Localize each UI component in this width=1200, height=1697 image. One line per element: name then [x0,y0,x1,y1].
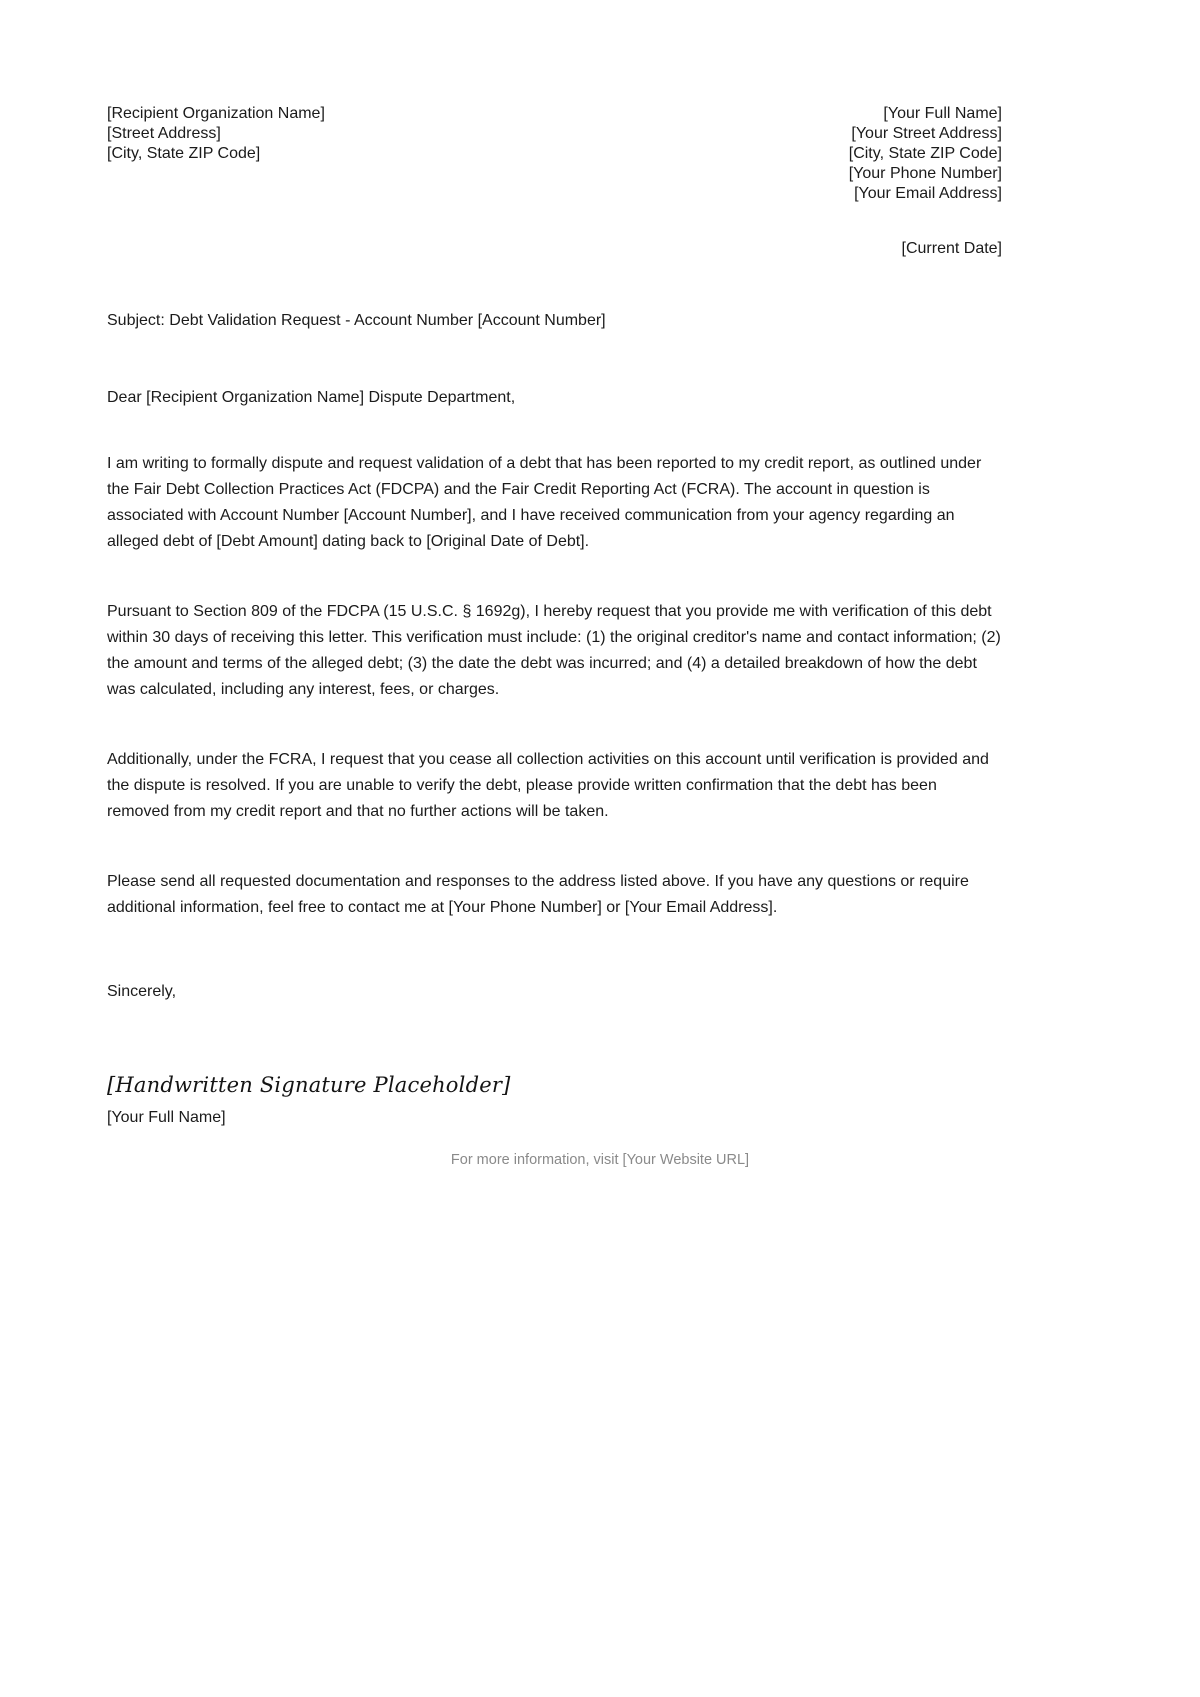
closing-line: Sincerely, [107,983,177,1000]
sender-phone-number: [Your Phone Number] [848,165,1002,182]
greeting-line: Dear [Recipient Organization Name] Dispute Department, [107,389,516,406]
footer-website-note: For more information, visit [Your Website URL] [450,1152,750,1168]
sender-city-state-zip: [City, State ZIP Code] [848,145,1002,162]
handwritten-signature-placeholder: [Handwritten Signature Placeholder] [107,1073,511,1097]
sender-email-address: [Your Email Address] [854,185,1002,202]
letter-header [107,104,1002,204]
recipient-org-name: [Recipient Organization Name] [107,105,325,122]
signer-name: [Your Full Name] [107,1109,226,1126]
sender-address-block [849,104,1002,204]
paragraph-contact-info: Please send all requested documentation and responses to the address listed above. If you have any questions or require additional information, feel free to contact me at [Your Phone Number] or [Your Email Address]. [107,873,969,916]
subject-line: Subject: Debt Validation Request - Account Number [Account Number] [107,312,606,329]
sender-street-address: [Your Street Address] [851,125,1002,142]
paragraph-verification-request: Pursuant to Section 809 of the FDCPA (15 U.S.C. § 1692g), I hereby request that you provide me with verification of this debt within 30 days of receiving this letter. This verification must include: (1) the original creditor's name and contact information; (2) the amount and terms of the alleged debt; (3) the date the debt was incurred; and (4) a detailed breakdown of how the debt was calculated, including any interest, fees, or charges. [107,603,1001,698]
letter-body [107,451,1002,921]
sender-full-name: [Your Full Name] [883,105,1002,122]
paragraph-cease-collection: Additionally, under the FCRA, I request that you cease all collection activities on this account until verification is provided and the dispute is resolved. If you are unable to verify the debt, please provide written confirmation that the debt has been removed from my credit report and that no further actions will be taken. [107,751,989,820]
recipient-address-block [107,104,325,164]
recipient-city-state-zip: [City, State ZIP Code] [107,145,261,162]
current-date: [Current Date] [901,240,1002,257]
recipient-street-address: [Street Address] [107,125,221,142]
paragraph-dispute-intro: I am writing to formally dispute and request validation of a debt that has been reported to my credit report, as outlined under the Fair Debt Collection Practices Act (FDCPA) and the Fair Credit Reporting Act (FCRA). The account in question is associated with Account Number [Account Number], and I have received communication from your agency regarding an alleged debt of [Debt Amount] dating back to [Original Date of Debt]. [107,455,982,550]
